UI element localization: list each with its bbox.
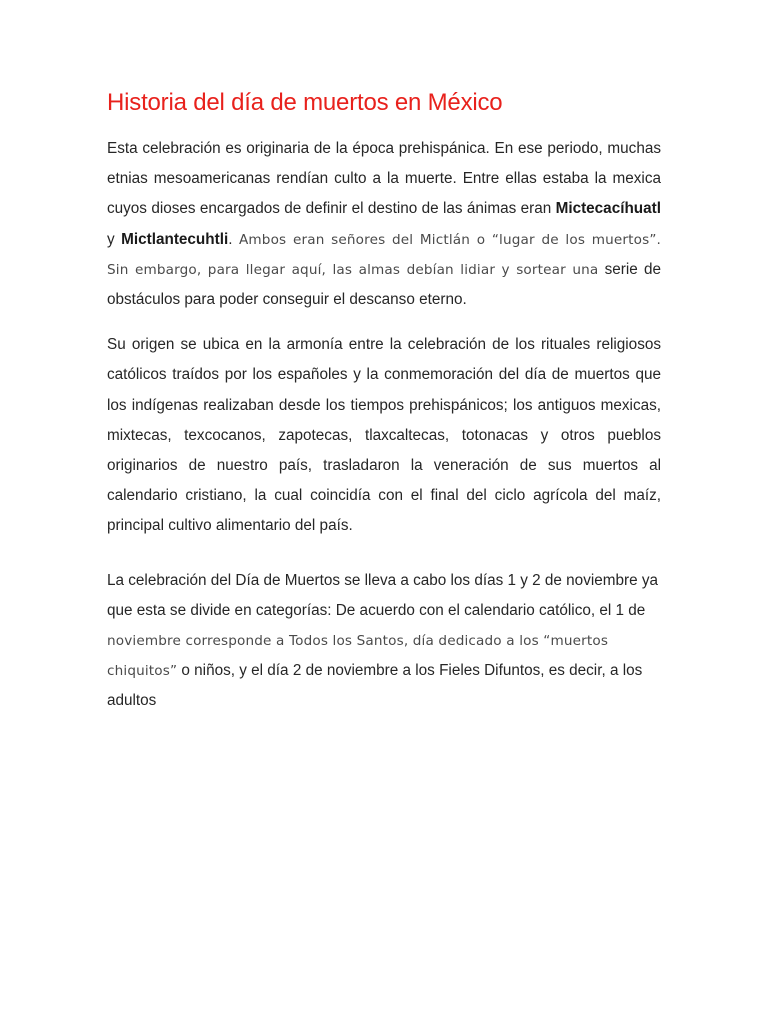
- paragraph3-alt-text: noviembre corresponde a Todos los Santos, día dedicado a los “muertos chiquitos”: [107, 633, 609, 680]
- deity-name-mictlantecuhtli: Mictlantecuhtli: [121, 230, 229, 248]
- document-title: Historia del día de muertos en México: [107, 89, 503, 116]
- paragraph1-text-c: .: [228, 230, 239, 248]
- deity-name-mictecacihuatl: Mictecacíhuatl: [555, 200, 661, 218]
- paragraph1-text-a: Esta celebración es originaria de la época prehispánica. En ese periodo, muchas etnias mesoamericanas rendían culto a la muerte. Entre ellas estaba la mexica cuyos dioses encargados de definir el destino de las ánimas eran: [107, 140, 661, 218]
- paragraph1-alt-text: Ambos eran señores del Mictlán o “lugar de los muertos”. Sin embargo, para llegar aquí, las almas debían lidiar y sortear una: [107, 231, 662, 278]
- paragraph3-text-a: La celebración del Día de Muertos se lleva a cabo los días 1 y 2 de noviembre ya que esta se divide en categorías: De acuerdo con el calendario católico, el 1 de: [107, 571, 659, 619]
- paragraph-origin-prehispanic: [107, 134, 661, 315]
- document-page: [107, 88, 661, 717]
- paragraph-celebration-dates: [107, 566, 661, 717]
- paragraph-origin-harmony: Su origen se ubica en la armonía entre la celebración de los rituales religiosos católicos traídos por los españoles y la conmemoración del día de muertos que los indígenas realizaban desde los tiempos prehispánicos; los antiguos mexicas, mixtecas, texcocanos, zapotecas, tlaxcaltecas, totonacas y otros pueblos originarios de nuestro país, trasladaron la veneración de sus muertos al calendario cristiano, la cual coincidía con el final del ciclo agrícola del maíz, principal cultivo alimentario del país.: [107, 336, 661, 535]
- paragraph3-text-b: o niños, y el día 2 de noviembre a los Fieles Difuntos, es decir, a los adultos: [107, 662, 643, 710]
- paragraph1-text-b: y: [107, 230, 122, 248]
- paragraph1-text-d: serie de obstáculos para poder conseguir el descanso eterno.: [107, 260, 661, 309]
